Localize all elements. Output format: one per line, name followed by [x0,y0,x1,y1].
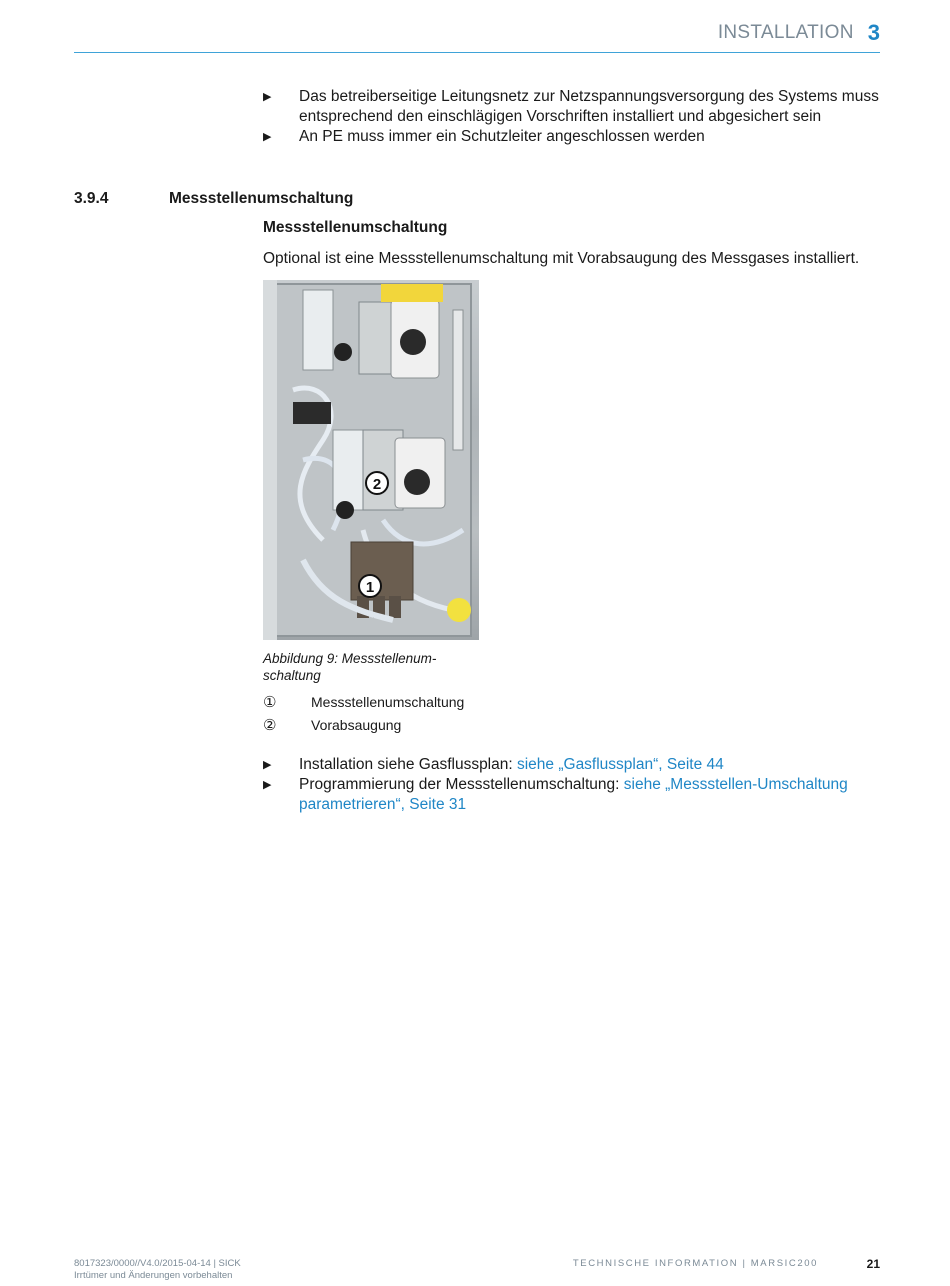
messstellen-umschaltung-link[interactable]: siehe „Messstellen-Umschaltung parametrieren“, Seite 31 [299,776,848,813]
triangle-right-icon: ▶ [263,131,272,143]
gasflussplan-link[interactable]: siehe „Gasflussplan“, Seite 44 [516,756,724,773]
equipment-photo-illustration [263,280,479,640]
footer-doc-id: 8017323/0000//V4.0/2015-04-14 | SICK [74,1258,241,1269]
callout-2-label: 2 [372,476,382,493]
triangle-right-icon: ▶ [263,91,272,103]
list-item [263,775,883,815]
bullet-text: Programmierung der Messstellenumschaltung: [299,776,624,793]
subheading: Messstellenumschaltung [263,219,448,236]
footer-left [74,1258,241,1282]
callout-1-label: 1 [365,579,375,596]
legend-key: ① [263,694,277,711]
footer-disclaimer: Irrtümer und Änderungen vorbehalten [74,1270,233,1281]
triangle-right-icon: ▶ [263,759,272,771]
page-header [74,14,880,53]
list-item [263,87,883,127]
legend-key: ② [263,717,277,734]
bullet-text: Das betreiberseitige Leitungsnetz zur Netzspannungsversorgung des Systems muss entsprechend den einschlägigen Vorschriften installiert und abgesichert sein [299,88,879,125]
list-item [263,755,883,775]
bullet-list-bottom [263,755,883,815]
chapter-number: 3 [867,20,880,45]
figure-photo [263,280,479,640]
bullet-text: An PE muss immer ein Schutzleiter angeschlossen werden [299,128,705,145]
chapter-title: INSTALLATION [717,22,854,43]
bullet-text: Installation siehe Gasflussplan: [299,756,517,773]
section-number: 3.9.4 [74,190,109,207]
legend-text: Messstellenumschaltung [311,694,465,710]
legend-text: Vorabsaugung [311,717,402,733]
footer-doc-type: TECHNISCHE INFORMATION | MARSIC200 [572,1258,818,1269]
section-title: Messstellenumschaltung [169,190,354,207]
list-item [263,127,883,147]
page-number: 21 [866,1257,880,1271]
bullet-list-top [263,87,883,147]
figure-caption: Abbildung 9: Messstellenum-schaltung [263,651,437,683]
intro-paragraph: Optional ist eine Messstellenumschaltung mit Vorabsaugung des Messgases installiert. [263,250,860,267]
triangle-right-icon: ▶ [263,779,272,791]
